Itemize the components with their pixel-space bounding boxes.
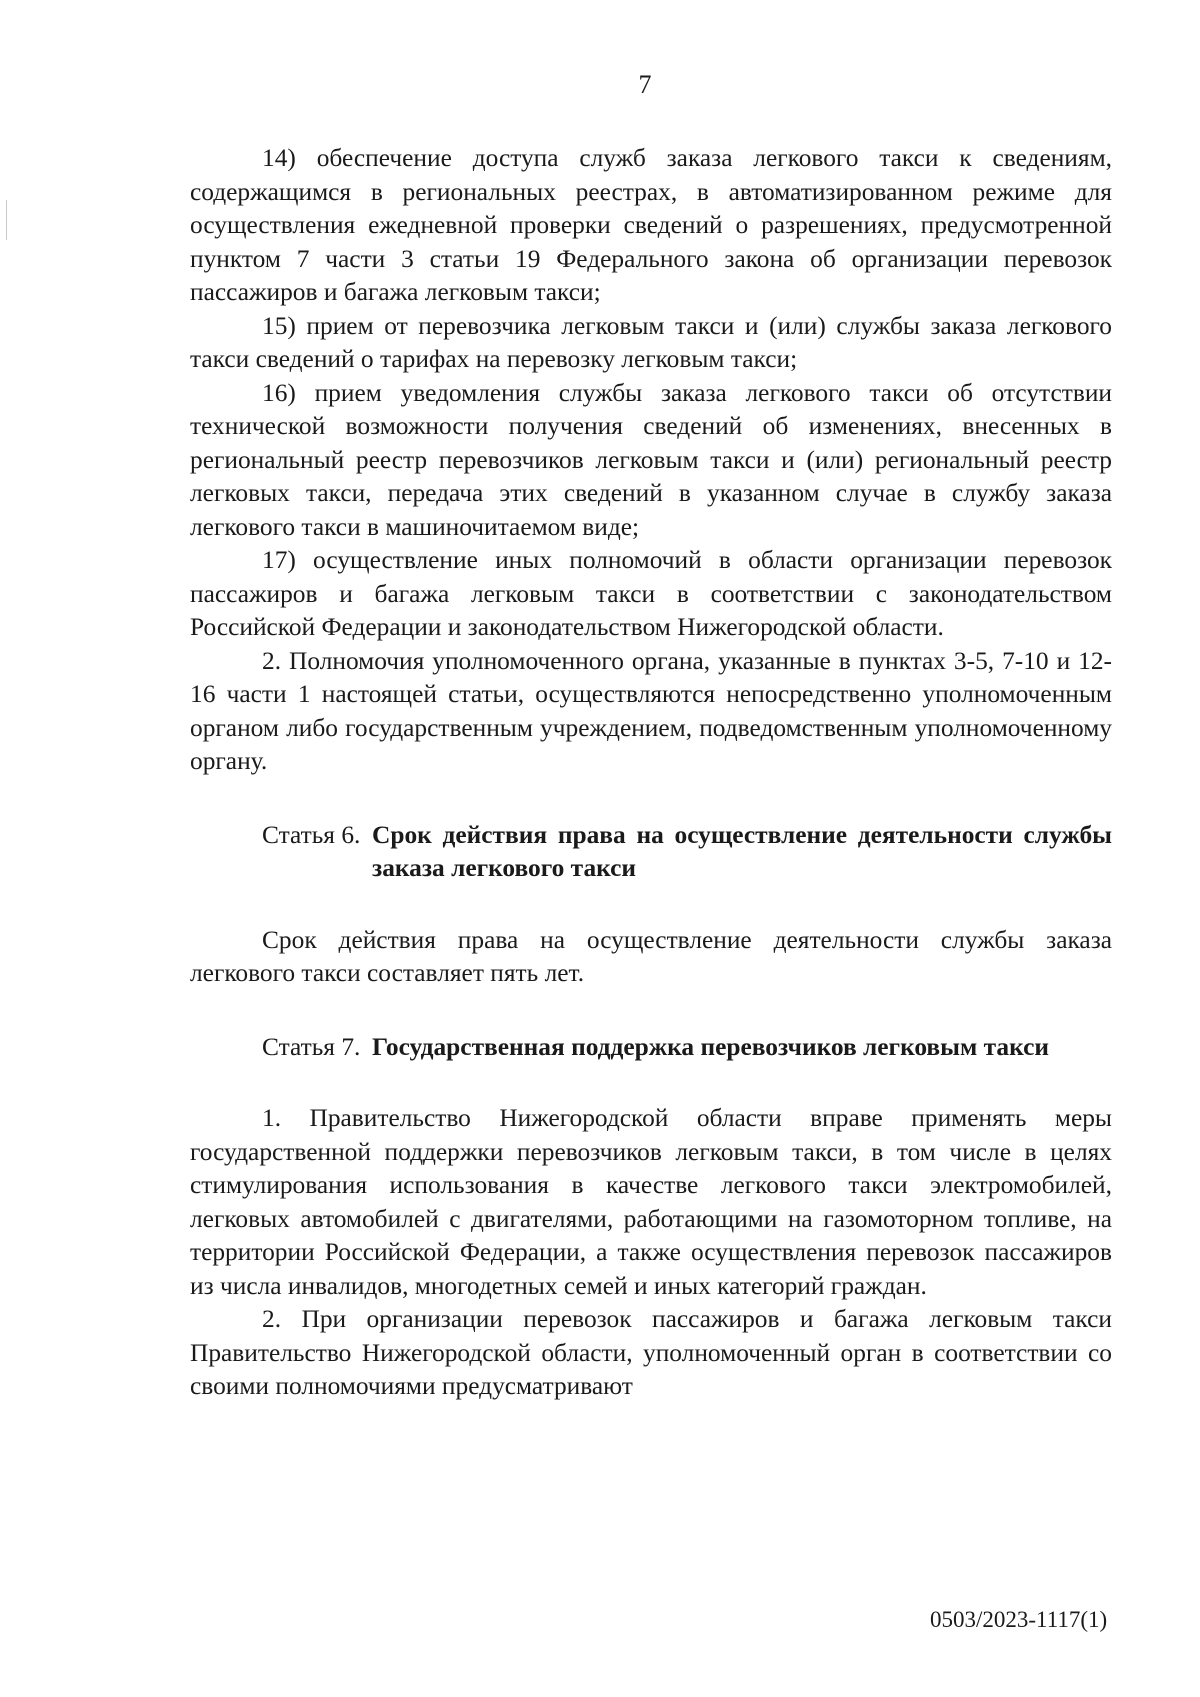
document-code: 0503/2023-1117(1) — [930, 1607, 1108, 1632]
article-7-label: Статья 7. — [262, 1032, 361, 1061]
article-6-heading — [190, 819, 1112, 886]
page-number: 7 — [638, 70, 652, 99]
article-6-text: Срок действия права на осуществление деятельности службы заказа легкового такси составляет пять лет. — [190, 925, 1112, 987]
paragraph-item-16: 16) прием уведомления службы заказа легкового такси об отсутствии технической возможности получения сведений об изменениях, внесенных в региональный реестр перевозчиков легковым такси и (или) региональный реестр легковых такси, передача этих сведений в указанном случае в службу заказа легкового такси в машиночитаемом виде; — [190, 378, 1112, 541]
article-7-title: Государственная поддержка перевозчиков легковым такси — [372, 1032, 1049, 1061]
document-body — [190, 142, 1112, 1404]
scan-margin-mark — [6, 200, 7, 240]
paragraph-part-2: 2. Полномочия уполномоченного органа, указанные в пунктах 3-5, 7-10 и 12-16 части 1 настоящей статьи, осуществляются непосредственно уполномоченным органом либо государственным учреждением, подведомственным уполномоченному органу. — [190, 646, 1112, 775]
article-7-paragraph-1: 1. Правительство Нижегородской области вправе применять меры государственной поддержки перевозчиков легковым такси, в том числе в целях стимулирования использования в качестве легкового такси электромобилей, легковых автомобилей с двигателями, работающими на газомоторном топливе, на территории Российской Федерации, а также осуществления перевозок пассажиров из числа инвалидов, многодетных семей и иных категорий граждан. — [190, 1104, 1112, 1300]
article-7-heading — [190, 1031, 1112, 1065]
paragraph-item-15: 15) прием от перевозчика легковым такси и (или) службы заказа легкового такси сведений о тарифах на перевозку легковым такси; — [190, 311, 1112, 373]
article-6-title: Срок действия права на осуществление деятельности службы заказа легкового такси — [372, 820, 1112, 882]
paragraph-item-14: 14) обеспечение доступа служб заказа легкового такси к сведениям, содержащимся в региональных реестрах, в автоматизированном режиме для осуществления ежедневной проверки сведений о разрешениях, предусмотренной пунктом 7 части 3 статьи 19 Федерального закона об организации перевозок пассажиров и багажа легковым такси; — [190, 144, 1112, 306]
article-7-paragraph-2: 2. При организации перевозок пассажиров и багажа легковым такси Правительство Нижегородской области, уполномоченный орган в соответствии со своими полномочиями предусматривают — [190, 1305, 1112, 1400]
paragraph-item-17: 17) осуществление иных полномочий в области организации перевозок пассажиров и багажа легковым такси в соответствии с законодательством Российской Федерации и законодательством Нижегородской области. — [190, 546, 1112, 641]
article-6-label: Статья 6. — [262, 820, 361, 849]
